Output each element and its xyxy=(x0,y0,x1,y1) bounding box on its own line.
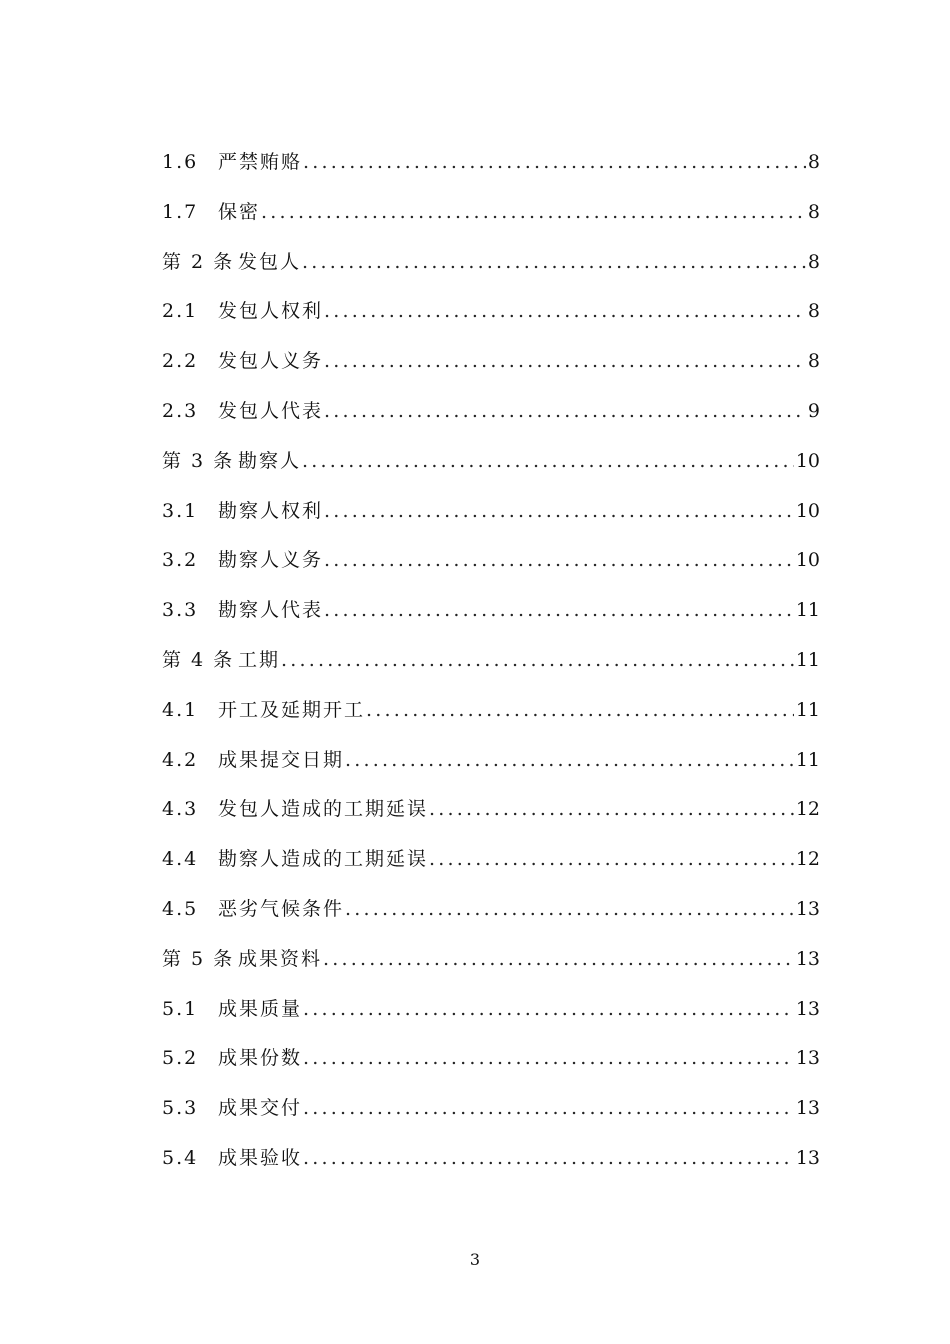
toc-entry[interactable] xyxy=(162,595,820,645)
toc-entry-page: 11 xyxy=(795,599,820,622)
toc-entry-title: 成果提交日期 xyxy=(218,748,345,771)
toc-entry-title: 发包人代表 xyxy=(218,399,324,422)
toc-entry-number: 5.2 xyxy=(162,1047,199,1070)
toc-entry-title: 发包人义务 xyxy=(218,350,324,373)
toc-entry-page: 8 xyxy=(807,350,820,373)
toc-entry-page: 8 xyxy=(807,151,820,173)
toc-entry-page: 10 xyxy=(795,549,820,572)
toc-entry-number: 4.3 xyxy=(162,798,199,821)
dot-leader xyxy=(303,1143,794,1173)
toc-entry-title: 成果资料 xyxy=(238,947,323,970)
dot-leader xyxy=(324,496,794,526)
toc-entry-page: 8 xyxy=(807,250,820,273)
toc-entry[interactable] xyxy=(162,147,820,197)
toc-entry-number: 5.4 xyxy=(162,1146,199,1169)
toc-entry-page: 11 xyxy=(795,648,820,671)
toc-entry-page: 11 xyxy=(795,748,820,771)
toc-entry-number: 2.3 xyxy=(162,399,199,422)
dot-leader xyxy=(324,396,806,426)
toc-entry-number: 4.5 xyxy=(162,897,199,920)
dot-leader xyxy=(324,595,794,625)
toc-entry-page: 13 xyxy=(795,997,820,1020)
dot-leader xyxy=(261,197,806,227)
toc-entry-number: 第 5 条 xyxy=(162,947,235,970)
toc-chapter-entry[interactable] xyxy=(162,944,820,994)
toc-entry-title: 勘察人义务 xyxy=(218,549,324,572)
toc-entry-number: 5.1 xyxy=(162,997,199,1020)
toc-entry-title: 成果验收 xyxy=(218,1146,303,1169)
toc-entry-number: 4.2 xyxy=(162,748,199,771)
dot-leader xyxy=(429,794,794,824)
toc-entry[interactable] xyxy=(162,1143,820,1193)
toc-entry-number: 1.7 xyxy=(162,200,199,223)
dot-leader xyxy=(303,1093,794,1123)
toc-entry-title: 发包人造成的工期延误 xyxy=(218,798,429,821)
toc-entry-page: 11 xyxy=(795,698,820,721)
toc-entry-number: 第 2 条 xyxy=(162,250,235,273)
toc-entry[interactable] xyxy=(162,844,820,894)
toc-entry[interactable] xyxy=(162,894,820,944)
dot-leader xyxy=(303,147,806,177)
dot-leader xyxy=(324,346,806,376)
dot-leader xyxy=(429,844,794,874)
toc-entry-title: 勘察人权利 xyxy=(218,499,324,522)
toc-entry[interactable] xyxy=(162,346,820,396)
toc-entry-title: 开工及延期开工 xyxy=(218,698,366,721)
table-of-contents xyxy=(162,147,820,1193)
toc-entry-title: 保密 xyxy=(218,200,261,223)
toc-entry-number: 3.2 xyxy=(162,549,199,572)
dot-leader xyxy=(303,994,794,1024)
toc-entry[interactable] xyxy=(162,745,820,795)
toc-entry-page: 10 xyxy=(795,449,820,472)
toc-chapter-entry[interactable] xyxy=(162,247,820,297)
toc-entry-page: 12 xyxy=(795,798,820,821)
toc-entry-title: 工期 xyxy=(238,648,281,671)
toc-entry-title: 恶劣气候条件 xyxy=(218,897,345,920)
toc-entry-page: 13 xyxy=(795,947,820,970)
toc-entry-title: 成果质量 xyxy=(218,997,303,1020)
toc-entry-page: 10 xyxy=(795,499,820,522)
toc-entry[interactable] xyxy=(162,1043,820,1093)
dot-leader xyxy=(302,446,794,476)
dot-leader xyxy=(366,695,794,725)
toc-entry[interactable] xyxy=(162,296,820,346)
toc-entry-number: 3.3 xyxy=(162,599,199,622)
dot-leader xyxy=(281,645,794,675)
toc-entry-title: 勘察人 xyxy=(238,449,302,472)
toc-entry-title: 成果份数 xyxy=(218,1047,303,1070)
toc-entry[interactable] xyxy=(162,396,820,446)
toc-entry[interactable] xyxy=(162,994,820,1044)
toc-entry-page: 8 xyxy=(807,200,820,223)
toc-entry-number: 4.1 xyxy=(162,698,199,721)
toc-entry-page: 13 xyxy=(795,1047,820,1070)
toc-entry-title: 发包人 xyxy=(238,250,302,273)
dot-leader xyxy=(324,545,794,575)
toc-entry-page: 12 xyxy=(795,848,820,871)
dot-leader xyxy=(323,944,794,974)
toc-entry-number: 5.3 xyxy=(162,1097,199,1120)
toc-entry-title: 勘察人造成的工期延误 xyxy=(218,848,429,871)
dot-leader xyxy=(324,296,806,326)
toc-entry-number: 2.2 xyxy=(162,350,199,373)
dot-leader xyxy=(345,894,794,924)
toc-entry[interactable] xyxy=(162,1093,820,1143)
toc-chapter-entry[interactable] xyxy=(162,645,820,695)
toc-entry[interactable] xyxy=(162,197,820,247)
toc-entry[interactable] xyxy=(162,695,820,745)
dot-leader xyxy=(302,247,806,277)
toc-entry-number: 第 4 条 xyxy=(162,648,235,671)
toc-entry[interactable] xyxy=(162,545,820,595)
toc-entry[interactable] xyxy=(162,496,820,546)
page-number: 3 xyxy=(469,1250,481,1269)
toc-entry-title: 成果交付 xyxy=(218,1097,303,1120)
toc-entry-title: 勘察人代表 xyxy=(218,599,324,622)
dot-leader xyxy=(303,1043,794,1073)
dot-leader xyxy=(345,745,794,775)
toc-entry-page: 13 xyxy=(795,897,820,920)
toc-entry-number: 1.6 xyxy=(162,151,199,173)
toc-entry-page: 13 xyxy=(795,1146,820,1169)
toc-entry-number: 4.4 xyxy=(162,848,199,871)
toc-entry-page: 13 xyxy=(795,1097,820,1120)
toc-entry-title: 严禁贿赂 xyxy=(218,151,303,173)
toc-entry-page: 8 xyxy=(807,300,820,323)
toc-entry-number: 3.1 xyxy=(162,499,199,522)
toc-entry-page: 9 xyxy=(807,399,820,422)
toc-entry-number: 2.1 xyxy=(162,300,199,323)
toc-entry-title: 发包人权利 xyxy=(218,300,324,323)
toc-chapter-entry[interactable] xyxy=(162,446,820,496)
toc-entry-number: 第 3 条 xyxy=(162,449,235,472)
toc-entry[interactable] xyxy=(162,794,820,844)
